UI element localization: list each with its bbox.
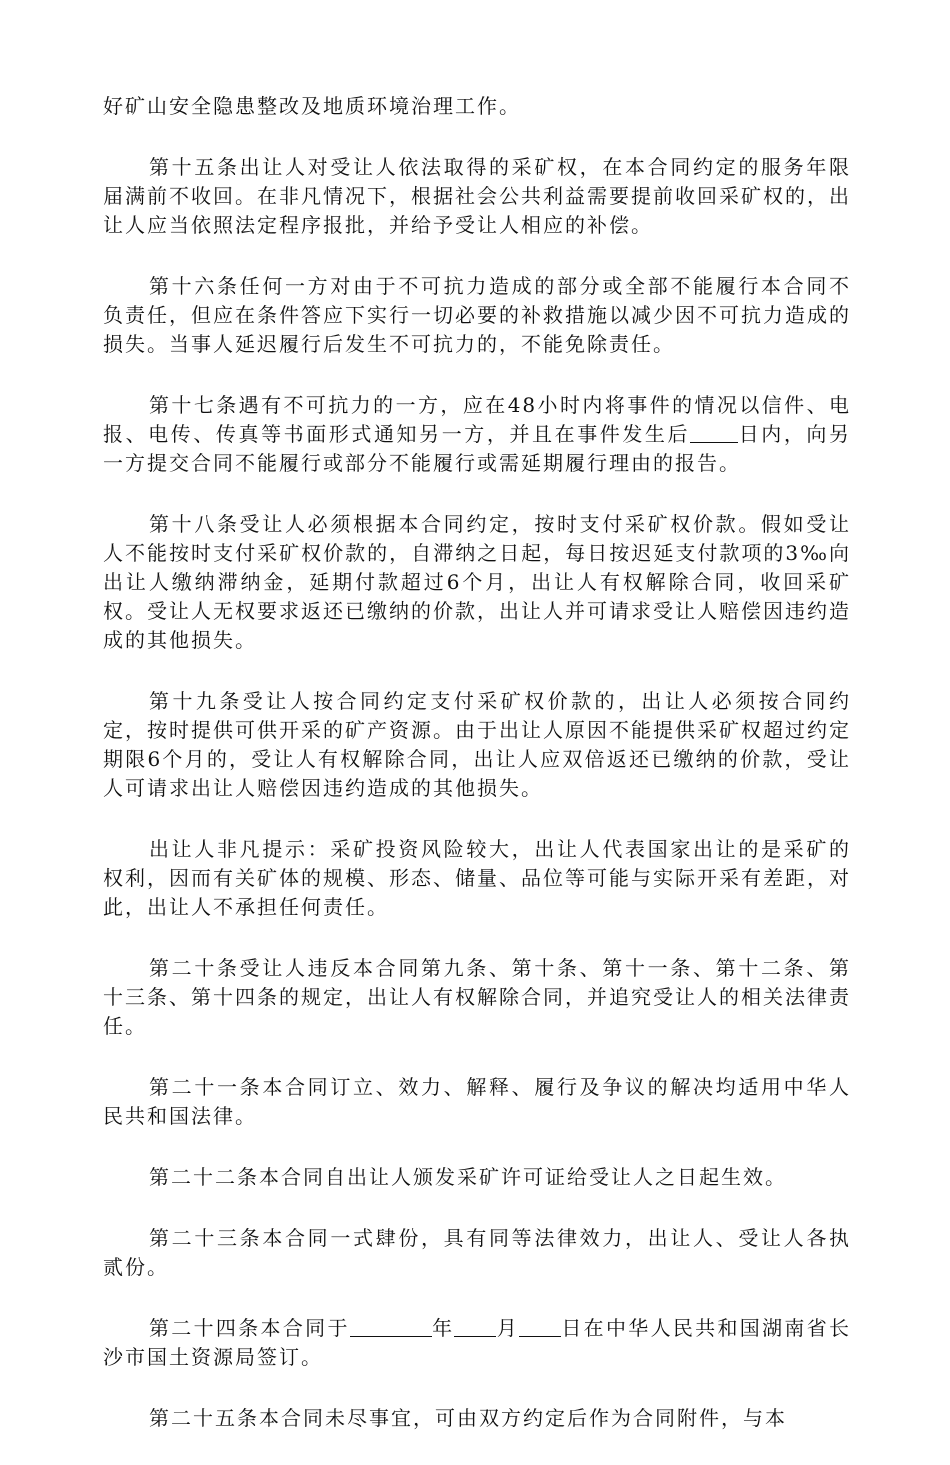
article-16: 第十六条任何一方对由于不可抗力造成的部分或全部不能履行本合同不负责任，但应在条件答应下实行一切必要的补救措施以减少因不可抗力造成的损失。当事人延迟履行后发生不可抗力的，不能免除责任。 <box>103 274 851 356</box>
paragraph: 好矿山安全隐患整改及地质环境治理工作。 <box>103 94 521 118</box>
article-22: 第二十二条本合同自出让人颁发采矿许可证给受让人之日起生效。 <box>149 1165 787 1189</box>
article-21: 第二十一条本合同订立、效力、解释、履行及争议的解决均适用中华人民共和国法律。 <box>103 1075 851 1128</box>
article-17-text: 第十七条遇有不可抗力的一方，应在48小时内将事件的情况以信件、电报、电传、传真等书面形式通知另一方，并且在事件发生后 <box>103 393 851 446</box>
article-19: 第十九条受让人按合同约定支付采矿权价款的，出让人必须按合同约定，按时提供可供开采的矿产资源。由于出让人原因不能提供采矿权超过约定期限6个月的，受让人有权解除合同，出让人应双倍返还已缴纳的价款，受让人可请求出让人赔偿因违约造成的其他损失。 <box>103 689 851 800</box>
article-24-text: 第二十四条本合同于 <box>149 1316 350 1340</box>
article-24 <box>103 1314 851 1372</box>
fill-blank-month <box>454 1316 496 1337</box>
document-body <box>103 92 851 1465</box>
article-23: 第二十三条本合同一式肆份，具有同等法律效力，出让人、受让人各执贰份。 <box>103 1226 851 1279</box>
article-15: 第十五条出让人对受让人依法取得的采矿权，在本合同约定的服务年限届满前不收回。在非凡情况下，根据社会公共利益需要提前收回采矿权的，出让人应当依照法定程序报批，并给予受让人相应的补偿。 <box>103 155 851 237</box>
article-17-text-end: 日内，向另一方提交合同不能履行或部分不能履行或需延期履行理由的报告。 <box>103 422 852 475</box>
month-label: 月 <box>496 1316 520 1340</box>
fill-blank-year <box>350 1316 432 1337</box>
article-20: 第二十条受让人违反本合同第九条、第十条、第十一条、第十二条、第十三条、第十四条的规定，出让人有权解除合同，并追究受让人的相关法律责任。 <box>103 956 851 1038</box>
article-24-text-end: 日在中华人民共和国湖南省长沙市国土资源局签订。 <box>103 1316 852 1369</box>
year-label: 年 <box>431 1316 455 1340</box>
special-notice: 出让人非凡提示：采矿投资风险较大，出让人代表国家出让的是采矿的权利，因而有关矿体的规模、形态、储量、品位等可能与实际开采有差距，对此，出让人不承担任何责任。 <box>103 837 851 919</box>
fill-blank-days <box>690 422 738 443</box>
article-25: 第二十五条本合同未尽事宜，可由双方约定后作为合同附件，与本 <box>149 1406 787 1430</box>
article-17 <box>103 391 851 478</box>
fill-blank-day <box>519 1316 561 1337</box>
article-18: 第十八条受让人必须根据本合同约定，按时支付采矿权价款。假如受让人不能按时支付采矿权价款的，自滞纳之日起，每日按迟延支付款项的3‰向出让人缴纳滞纳金，延期付款超过6个月，出让人有权解除合同，收回采矿权。受让人无权要求返还已缴纳的价款，出让人并可请求受让人赔偿因违约造成的其他损失。 <box>103 512 851 652</box>
